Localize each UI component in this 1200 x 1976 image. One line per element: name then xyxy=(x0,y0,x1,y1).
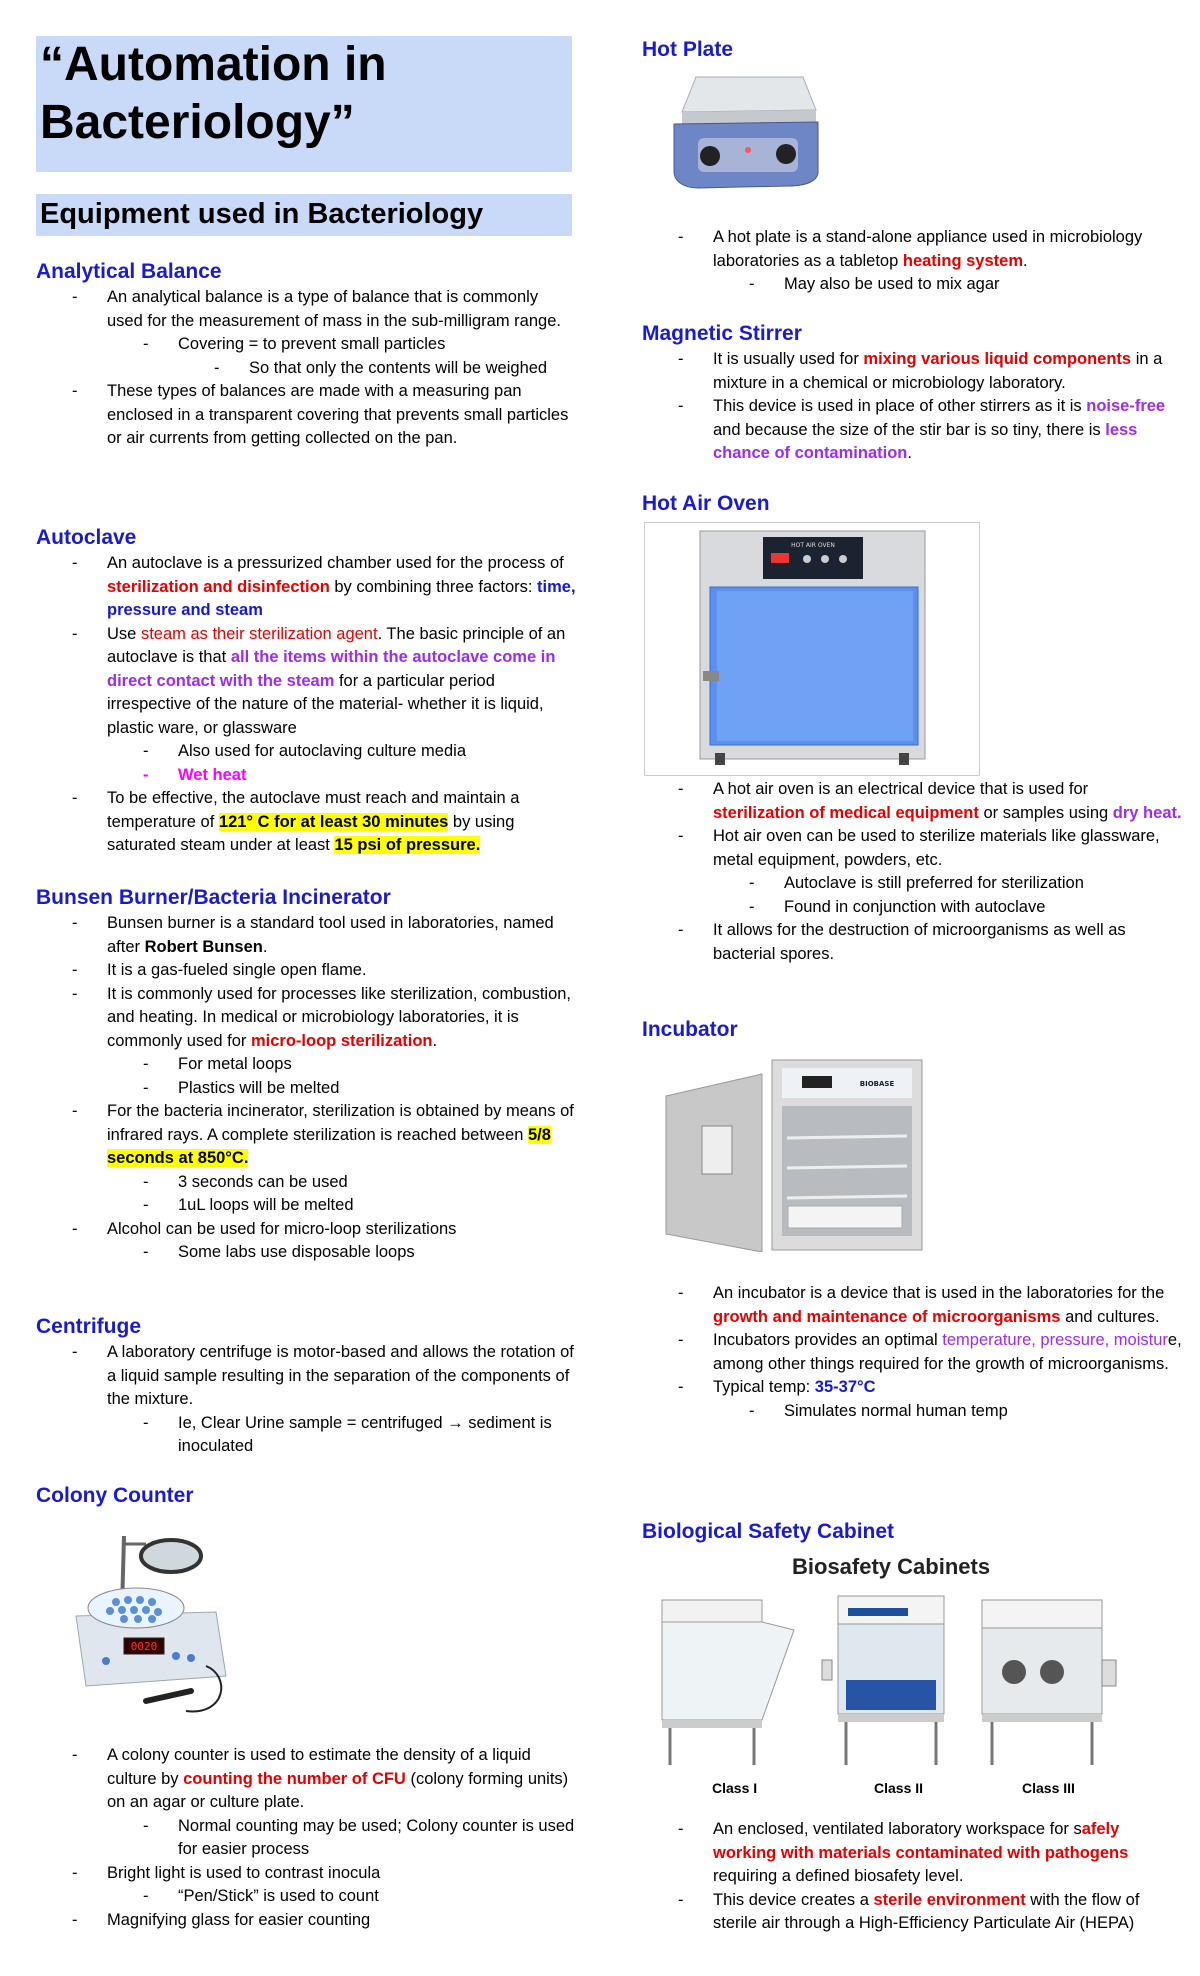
section-heading: Magnetic Stirrer xyxy=(642,322,802,345)
list-item: - A laboratory centrifuge is motor-based and allows the rotation of a liquid sample resulting in the separation of the components of the mixture. xyxy=(36,1341,576,1412)
list-item: - This device is used in place of other stirrers as it is noise-free and because the size of the stir bar is so tiny, there is less chance of contamination. xyxy=(642,395,1182,466)
list-item: - Use steam as their sterilization agent. The basic principle of an autoclave is that all the items within the autoclave come in direct contact with the steam for a particular period irrespective of the nature of the material- whether it is liquid, plastic ware, or glassware xyxy=(36,623,576,741)
section-heading: Autoclave xyxy=(36,526,137,549)
list-item: - An analytical balance is a type of balance that is commonly used for the measurement of mass in the sub-milligram range. xyxy=(36,286,576,333)
list-item: - An autoclave is a pressurized chamber used for the process of sterilization and disinfection by combining three factors: time, pressure and steam xyxy=(36,552,576,623)
oven-panel-label: HOT AIR OVEN xyxy=(791,542,835,549)
list-item: - Plastics will be melted xyxy=(36,1077,576,1101)
list-item: - Also used for autoclaving culture media xyxy=(36,740,576,764)
list-item: - Incubators provides an optimal temperature, pressure, moisture, among other things required for the growth of microorganisms. xyxy=(642,1329,1182,1376)
list-item: - Typical temp: 35-37°C xyxy=(642,1376,1182,1400)
list-item: - Bright light is used to contrast inocula xyxy=(36,1862,576,1886)
section-magnetic-stirrer xyxy=(642,320,1182,466)
list-item: - “Pen/Stick” is used to count xyxy=(36,1885,576,1909)
section-hot-plate xyxy=(642,36,1182,64)
hot-plate-image xyxy=(668,72,820,192)
image-title: Biosafety Cabinets xyxy=(792,1554,991,1579)
section-heading: Bunsen Burner/Bacteria Incinerator xyxy=(36,886,391,909)
list-item: - Covering = to prevent small particles xyxy=(36,333,576,357)
section-heading: Hot Air Oven xyxy=(642,492,770,515)
section-heading: Biological Safety Cabinet xyxy=(642,1520,895,1543)
section-biosafety-cabinet xyxy=(642,1518,1182,1546)
section-analytical-balance xyxy=(36,258,576,451)
section-autoclave xyxy=(36,524,576,858)
hot-air-oven-image xyxy=(644,522,980,776)
list-item: - A colony counter is used to estimate the density of a liquid culture by counting the number of CFU (colony forming units) on an agar or culture plate. xyxy=(36,1744,576,1815)
list-item: - Found in conjunction with autoclave xyxy=(642,896,1182,920)
incubator-image xyxy=(662,1056,924,1252)
list-item: - These types of balances are made with a measuring pan enclosed in a transparent covering that prevents small particles or air currents from getting collected on the pan. xyxy=(36,380,576,451)
left-column xyxy=(36,0,576,1929)
list-item: - It is usually used for mixing various liquid components in a mixture in a chemical or microbiology laboratory. xyxy=(642,348,1182,395)
list-item: - A hot plate is a stand-alone appliance used in microbiology laboratories as a tabletop heating system. xyxy=(642,226,1182,273)
list-item: - Hot air oven can be used to sterilize materials like glassware, metal equipment, powders, etc. xyxy=(642,825,1182,872)
section-bunsen-burner xyxy=(36,884,576,1265)
section-colony-counter xyxy=(36,1482,576,1510)
section-heading: Analytical Balance xyxy=(36,260,222,283)
section-incubator xyxy=(642,1016,1182,1044)
biosafety-cabinet-notes xyxy=(642,1818,1182,1936)
list-item: - It is a gas-fueled single open flame. xyxy=(36,959,576,983)
list-item: - Autoclave is still preferred for sterilization xyxy=(642,872,1182,896)
list-item: - An incubator is a device that is used in the laboratories for the growth and maintenance of microorganisms and cultures. xyxy=(642,1282,1182,1329)
section-hot-air-oven xyxy=(642,490,1182,518)
hot-air-oven-notes xyxy=(642,778,1182,966)
colony-counter-notes xyxy=(36,1744,576,1932)
list-item: - Some labs use disposable loops xyxy=(36,1241,576,1265)
list-item: - Bunsen burner is a standard tool used in laboratories, named after Robert Bunsen. xyxy=(36,912,576,959)
list-item: - Simulates normal human temp xyxy=(642,1400,1182,1424)
list-item: - For the bacteria incinerator, sterilization is obtained by means of infrared rays. A complete sterilization is reached between 5/8 seconds at 850°C. xyxy=(36,1100,576,1171)
list-item: - Wet heat xyxy=(36,764,576,788)
class-ii-label: Class II xyxy=(874,1780,924,1796)
list-item: - To be effective, the autoclave must reach and maintain a temperature of 121° C for at least 30 minutes by using saturated steam under at least 15 psi of pressure. xyxy=(36,787,576,858)
section-heading: Hot Plate xyxy=(642,38,734,61)
list-item: - It allows for the destruction of microorganisms as well as bacterial spores. xyxy=(642,919,1182,966)
colony-counter-display: 0020 xyxy=(130,1640,158,1653)
colony-counter-image xyxy=(66,1516,236,1726)
page-title: “Automation in Bacteriology” xyxy=(36,36,572,172)
list-item: - This device creates a sterile environment with the flow of sterile air through a High-Efficiency Particulate Air (HEPA) xyxy=(642,1889,1182,1936)
class-i-label: Class I xyxy=(712,1780,758,1796)
list-item: - An enclosed, ventilated laboratory workspace for safely working with materials contaminated with pathogens requiring a defined biosafety level. xyxy=(642,1818,1182,1889)
list-item: - 3 seconds can be used xyxy=(36,1171,576,1195)
section-heading: Centrifuge xyxy=(36,1315,141,1338)
list-item: - Normal counting may be used; Colony counter is used for easier process xyxy=(36,1815,576,1862)
list-item: - So that only the contents will be weighed xyxy=(36,357,576,381)
section-heading: Colony Counter xyxy=(36,1484,194,1507)
section-centrifuge xyxy=(36,1313,576,1459)
list-item: - Ie, Clear Urine sample = centrifuged → sediment is inoculated xyxy=(36,1412,576,1459)
list-item: - A hot air oven is an electrical device that is used for sterilization of medical equipment or samples using dry heat. xyxy=(642,778,1182,825)
page-subtitle: Equipment used in Bacteriology xyxy=(36,194,572,236)
class-iii-label: Class III xyxy=(1022,1780,1075,1796)
list-item: - For metal loops xyxy=(36,1053,576,1077)
list-item: - Alcohol can be used for micro-loop sterilizations xyxy=(36,1218,576,1242)
biosafety-cabinets-image xyxy=(642,1550,1176,1800)
incubator-notes xyxy=(642,1282,1182,1423)
list-item: - 1uL loops will be melted xyxy=(36,1194,576,1218)
list-item: - It is commonly used for processes like sterilization, combustion, and heating. In medical or microbiology laboratories, it is commonly used for micro-loop sterilization. xyxy=(36,983,576,1054)
hot-plate-notes xyxy=(642,226,1182,297)
list-item: - Magnifying glass for easier counting xyxy=(36,1909,576,1933)
incubator-brand: BIOBASE xyxy=(859,1080,895,1088)
section-heading: Incubator xyxy=(642,1018,738,1041)
list-item: - May also be used to mix agar xyxy=(642,273,1182,297)
